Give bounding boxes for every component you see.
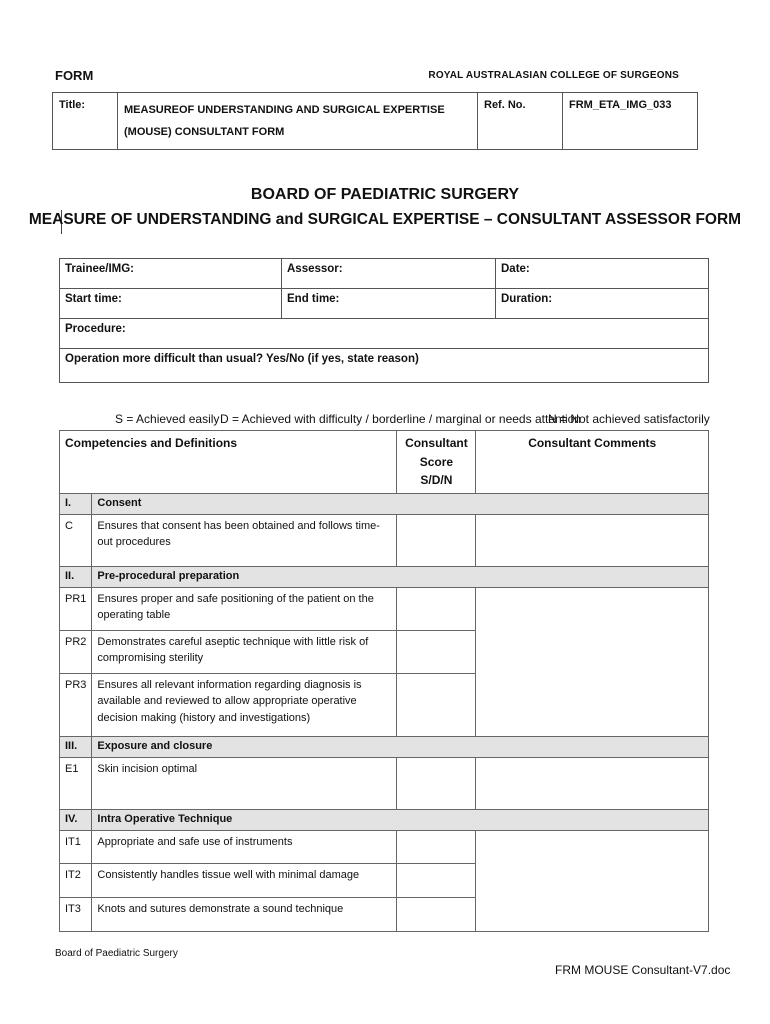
ref-label: Ref. No. [478,93,563,150]
section-number: III. [60,736,92,757]
legend-d: D = Achieved with difficulty / borderline / marginal or needs attention [220,412,581,426]
date-field[interactable]: Date: [496,259,709,289]
score-cell[interactable] [397,830,476,863]
header-table [52,92,698,150]
trainee-field[interactable]: Trainee/IMG: [60,259,282,289]
section-number: II. [60,566,92,587]
item-definition: Ensures proper and safe positioning of the patient on the operating table [92,587,397,630]
title-value: MEASUREOF UNDERSTANDING AND SURGICAL EXPERTISE (MOUSE) CONSULTANT FORM [118,93,478,150]
comment-cell[interactable] [476,830,709,931]
table-row [60,514,709,566]
item-code: PR3 [60,673,92,736]
item-code: IT1 [60,830,92,863]
col-header-score: Consultant Score S/D/N [397,431,476,494]
item-code: PR2 [60,630,92,673]
item-definition: Ensures all relevant information regarding diagnosis is available and reviewed to allow appropriate operative decision making (history and investigations) [92,673,397,736]
college-name: ROYAL AUSTRALASIAN COLLEGE OF SURGEONS [428,70,679,81]
item-code: IT2 [60,863,92,897]
section-title: Exposure and closure [92,736,709,757]
legend-s: S = Achieved easily [115,412,220,426]
item-code: E1 [60,757,92,809]
item-definition: Demonstrates careful aseptic technique with little risk of compromising sterility [92,630,397,673]
score-cell[interactable] [397,897,476,931]
legend-n: N = Not achieved satisfactorily [548,412,710,426]
footer-right: FRM MOUSE Consultant-V7.doc [555,963,731,977]
item-code: C [60,514,92,566]
duration-field[interactable]: Duration: [496,289,709,319]
footer-left: Board of Paediatric Surgery [55,948,178,959]
score-cell[interactable] [397,673,476,736]
section-number: IV. [60,809,92,830]
score-cell[interactable] [397,514,476,566]
item-definition: Appropriate and safe use of instruments [92,830,397,863]
assessment-info-table [59,258,709,383]
section-title: Consent [92,493,709,514]
score-cell[interactable] [397,630,476,673]
item-code: PR1 [60,587,92,630]
item-code: IT3 [60,897,92,931]
item-definition: Ensures that consent has been obtained and follows time-out procedures [92,514,397,566]
comment-cell[interactable] [476,587,709,736]
score-cell[interactable] [397,587,476,630]
table-row [60,757,709,809]
score-cell[interactable] [397,757,476,809]
section-title: Intra Operative Technique [92,809,709,830]
table-row [60,830,709,863]
section-number: I. [60,493,92,514]
comment-cell[interactable] [476,514,709,566]
difficulty-field[interactable]: Operation more difficult than usual? Yes/No (if yes, state reason) [60,349,709,383]
competency-table [59,430,709,932]
col-header-competencies: Competencies and Definitions [60,431,397,494]
start-time-field[interactable]: Start time: [60,289,282,319]
ref-value: FRM_ETA_IMG_033 [563,93,698,150]
assessor-field[interactable]: Assessor: [282,259,496,289]
section-row [60,566,709,587]
item-definition: Knots and sutures demonstrate a sound technique [92,897,397,931]
table-row [60,587,709,630]
title-label: Title: [53,93,118,150]
comment-cell[interactable] [476,757,709,809]
item-definition: Skin incision optimal [92,757,397,809]
end-time-field[interactable]: End time: [282,289,496,319]
form-title: MEASURE OF UNDERSTANDING and SURGICAL EXPERTISE – CONSULTANT ASSESSOR FORM [28,211,742,228]
item-definition: Consistently handles tissue well with minimal damage [92,863,397,897]
section-title: Pre-procedural preparation [92,566,709,587]
section-row [60,493,709,514]
form-label: FORM [55,68,94,83]
score-cell[interactable] [397,863,476,897]
col-header-comments: Consultant Comments [476,431,709,494]
procedure-field[interactable]: Procedure: [60,319,709,349]
section-row [60,809,709,830]
section-row [60,736,709,757]
board-title: BOARD OF PAEDIATRIC SURGERY [250,186,520,203]
